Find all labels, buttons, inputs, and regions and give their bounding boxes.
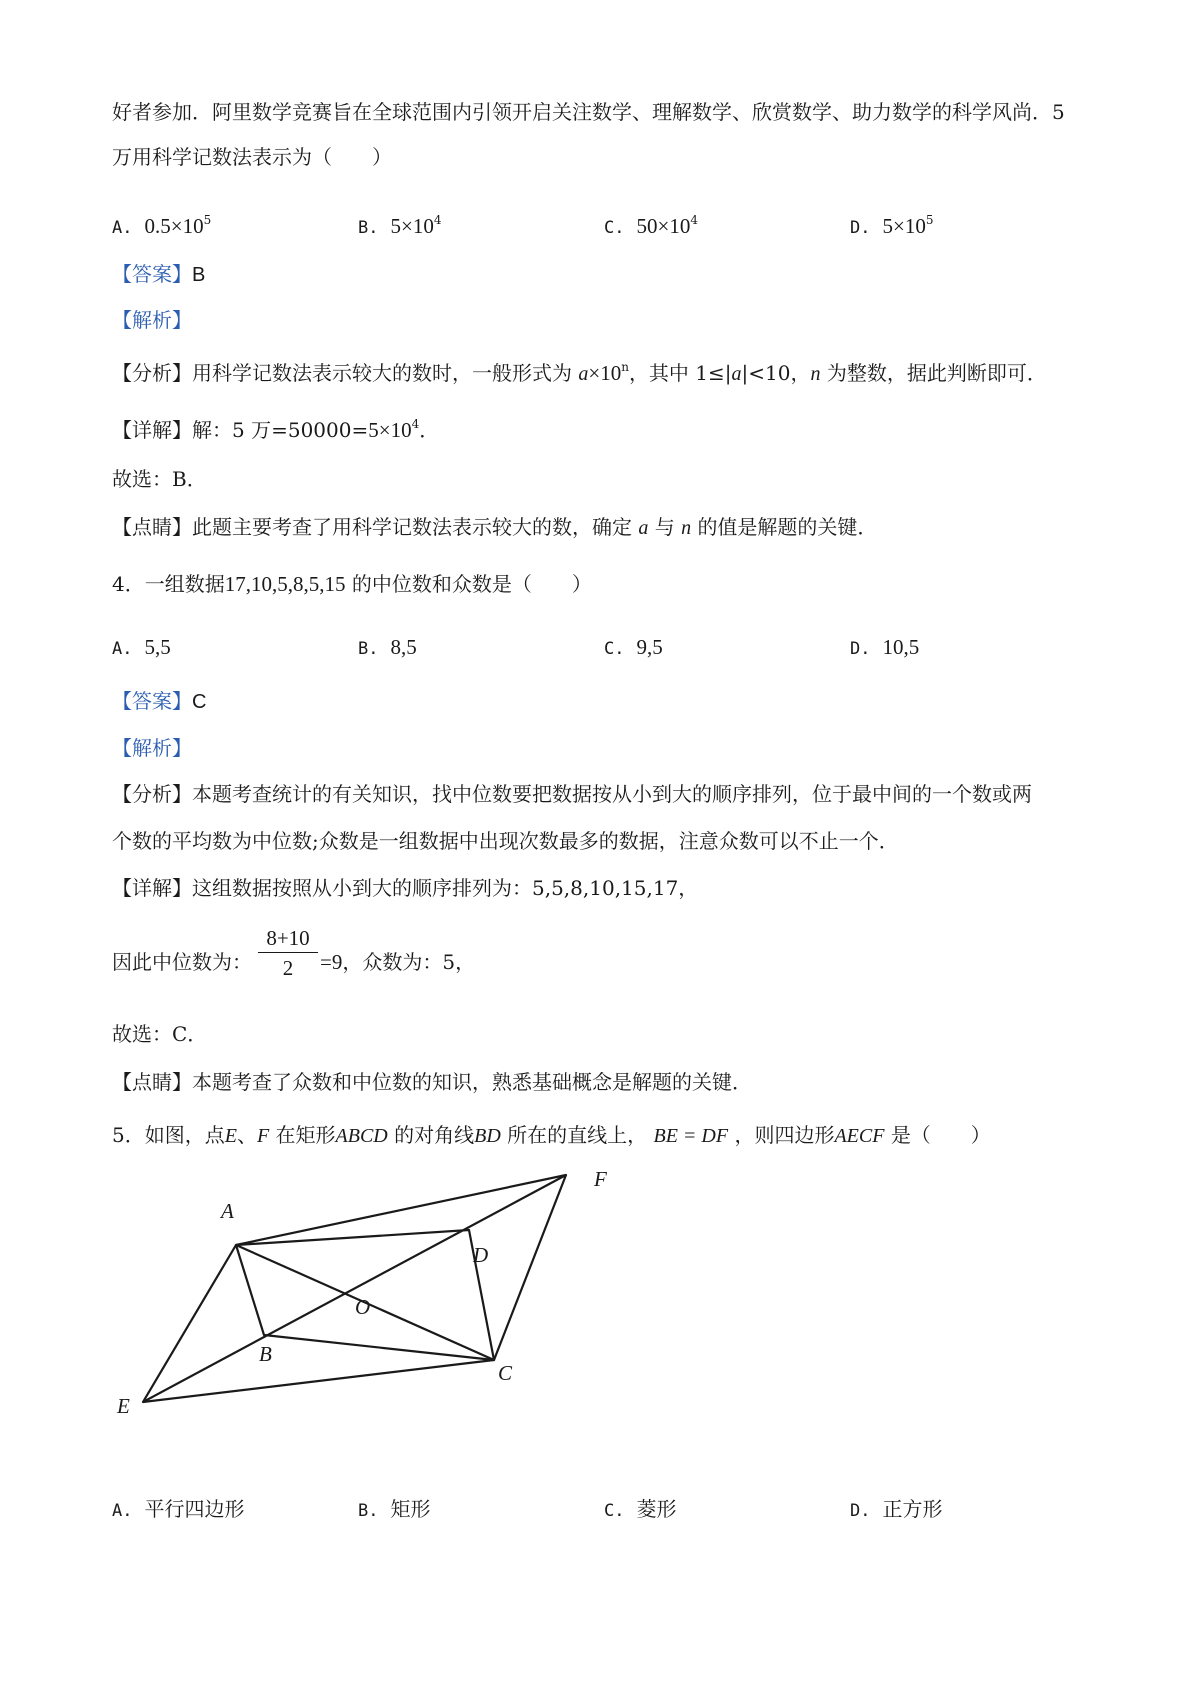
label-o: O: [355, 1295, 371, 1319]
option-mantissa: 0.5: [144, 214, 171, 238]
var-e: E: [224, 1125, 237, 1147]
option-label: C.: [604, 1501, 625, 1521]
q5-stem-text: 5．如图，点: [112, 1123, 225, 1147]
var-a: a: [578, 363, 589, 385]
option-label: B.: [358, 639, 379, 659]
xiangjie-math: 5×10: [368, 418, 412, 442]
median-prefix: 因此中位数为：: [112, 950, 252, 974]
q3-stem-line1: 好者参加．阿里数学竞赛旨在全球范围内引领开启关注数学、理解数学、欣赏数学、助力数学的科学风尚．5: [112, 100, 1065, 124]
fenxi-tag: 【分析】: [112, 361, 192, 385]
option-exponent: 5: [925, 213, 934, 227]
dianjing-text: 的值是解题的关键．: [697, 515, 878, 539]
q5-stem-text: 在矩形: [275, 1123, 336, 1147]
q4-analysis-tag: 【解析】: [112, 736, 192, 760]
option-mantissa: 50: [636, 214, 658, 238]
option-label: A.: [112, 1501, 133, 1521]
answer-tag: 【答案】: [112, 262, 192, 286]
var-a: a: [731, 363, 742, 385]
q4-conclusion: 故选：C．: [112, 1022, 208, 1046]
option-times: ×10: [657, 214, 691, 238]
option-value: 8,5: [390, 635, 417, 659]
xiangjie-text: 解：5 万=50000=: [192, 418, 369, 442]
q5-option-b[interactable]: [358, 1494, 430, 1526]
q3-stem-line2: 万用科学记数法表示为（ ）: [112, 145, 392, 169]
option-value: 矩形: [390, 1497, 431, 1521]
var-n: n: [810, 363, 821, 385]
answer-value: C: [192, 691, 207, 713]
xiangjie-tag: 【详解】: [112, 418, 192, 442]
q5-option-d[interactable]: [850, 1494, 942, 1526]
median-value: =9: [320, 950, 343, 974]
option-value: 9,5: [636, 635, 663, 659]
fenxi-text: |<10，: [741, 361, 811, 385]
label-c: C: [498, 1361, 513, 1385]
option-times: ×10: [892, 214, 926, 238]
option-mantissa: 5: [882, 214, 893, 238]
option-label: D.: [850, 639, 871, 659]
q5-stem-text: 是（ ）: [890, 1123, 991, 1147]
var-abcd: ABCD: [335, 1125, 388, 1147]
fraction-denominator: 2: [282, 956, 294, 980]
dianjing-tag: 【点睛】: [112, 515, 192, 539]
option-label: B.: [358, 1501, 379, 1521]
option-times: ×10: [400, 214, 434, 238]
q4-fenxi-line2: 个数的平均数为中位数;众数是一组数据中出现次数最多的数据，注意众数可以不止一个．: [112, 829, 899, 853]
fenxi-times: ×10: [588, 361, 622, 385]
dianjing-text: 本题考查了众数和中位数的知识，熟悉基础概念是解题的关键．: [192, 1070, 752, 1094]
answer-value: B: [192, 264, 206, 286]
var-aecf: AECF: [834, 1125, 885, 1147]
option-value: 平行四边形: [144, 1497, 245, 1521]
option-times: ×10: [170, 214, 204, 238]
var-be-df: BE = DF: [653, 1125, 729, 1147]
q4-stem-text: 的中位数和众数是（ ）: [351, 572, 592, 596]
dianjing-tag: 【点睛】: [112, 1070, 192, 1094]
fraction-numerator: 8+10: [258, 924, 318, 953]
q5-stem-sep: 、: [236, 1123, 257, 1147]
option-value: 正方形: [882, 1497, 943, 1521]
option-label: C.: [604, 639, 625, 659]
option-mantissa: 5: [390, 214, 401, 238]
q4-stem-text: 4．一组数据: [112, 572, 225, 596]
answer-tag: 【答案】: [112, 689, 192, 713]
median-suffix: ，众数为：5，: [342, 950, 476, 974]
q3-conclusion: 故选：B．: [112, 467, 207, 491]
q4-data: 17,10,5,8,5,15: [224, 572, 346, 596]
option-label: C.: [604, 218, 625, 238]
option-label: B.: [358, 218, 379, 238]
dianjing-text: 与: [654, 515, 675, 539]
q5-option-c[interactable]: [604, 1494, 676, 1526]
q5-stem-text: 所在的直线上，: [507, 1123, 648, 1147]
option-value: 10,5: [882, 635, 920, 659]
label-e: E: [117, 1394, 130, 1418]
xiangjie-text: 这组数据按照从小到大的顺序排列为：5,5,8,10,15,17，: [192, 876, 699, 900]
xiangjie-exp: 4: [411, 417, 420, 431]
option-value: 5,5: [144, 635, 171, 659]
var-f: F: [256, 1125, 270, 1147]
label-b: B: [259, 1342, 272, 1366]
option-value: 菱形: [636, 1497, 677, 1521]
q5-stem-text: ，则四边形: [734, 1123, 835, 1147]
label-d: D: [473, 1243, 489, 1267]
option-label: A.: [112, 639, 133, 659]
fenxi-tag: 【分析】: [112, 782, 192, 806]
fenxi-text: 为整数，据此判断即可．: [826, 361, 1047, 385]
var-a: a: [638, 517, 649, 539]
q5-option-a[interactable]: [112, 1494, 244, 1526]
xiangjie-tag: 【详解】: [112, 876, 192, 900]
option-label: D.: [850, 218, 871, 238]
option-exponent: 5: [203, 213, 212, 227]
fenxi-text: 本题考查统计的有关知识，找中位数要把数据按从小到大的顺序排列，位于最中间的一个数或两: [192, 782, 1032, 806]
fenxi-text: ，其中 1≤|: [628, 361, 732, 385]
q5-stem-text: 的对角线: [394, 1123, 475, 1147]
option-exponent: 4: [690, 213, 698, 227]
q3-analysis-tag: 【解析】: [112, 308, 192, 332]
xiangjie-end: ．: [419, 418, 440, 442]
label-f: F: [594, 1167, 607, 1191]
fenxi-text: 用科学记数法表示较大的数时，一般形式为: [192, 361, 572, 385]
dianjing-text: 此题主要考查了用科学记数法表示较大的数，确定: [192, 515, 632, 539]
option-exponent: 4: [433, 213, 442, 227]
option-label: D.: [850, 1501, 871, 1521]
var-n: n: [681, 517, 692, 539]
var-bd: BD: [474, 1125, 501, 1147]
label-a: A: [221, 1199, 234, 1223]
option-label: A.: [112, 218, 133, 238]
fenxi-exp: n: [621, 360, 629, 374]
